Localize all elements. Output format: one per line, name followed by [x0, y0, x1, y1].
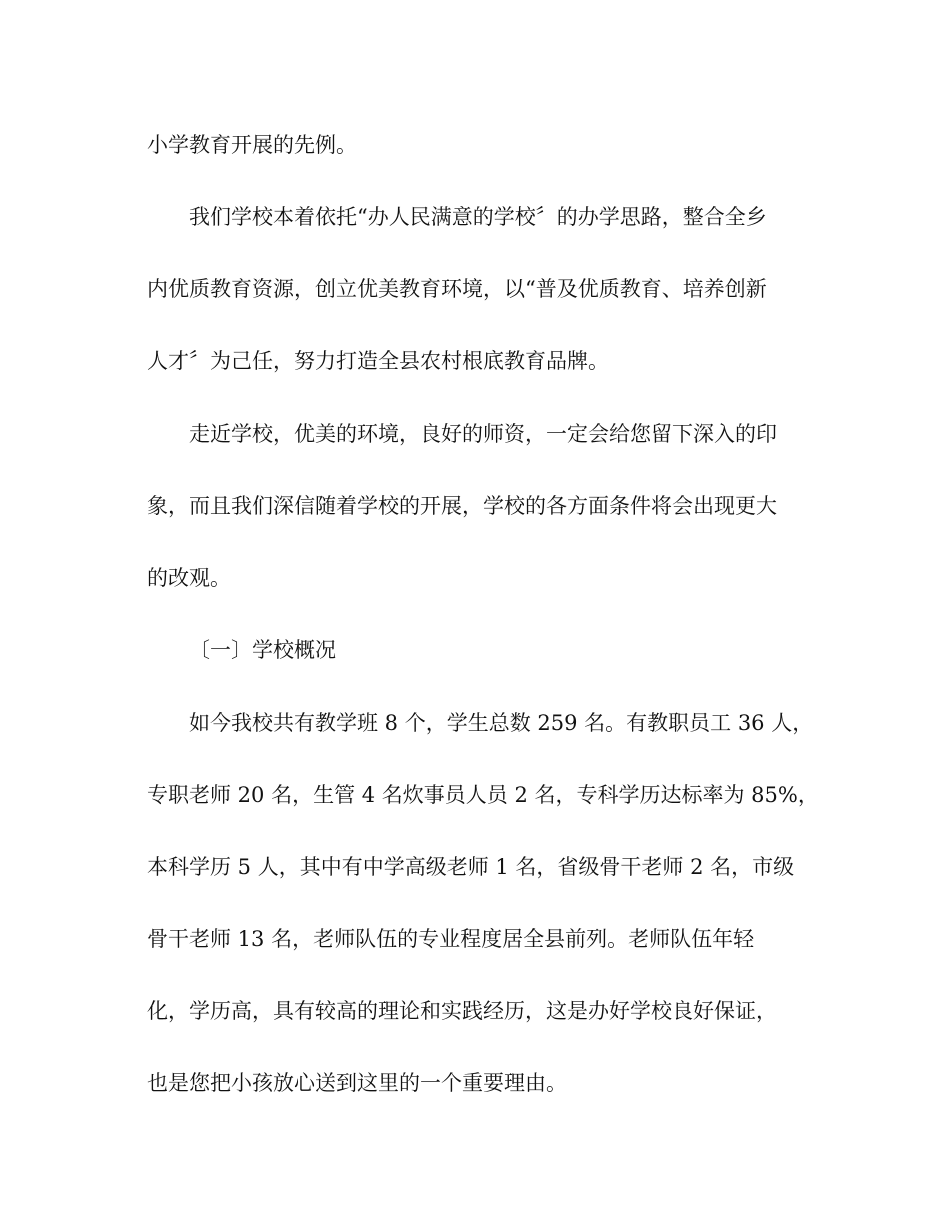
paragraph-line: 小学教育开展的先例。	[147, 133, 357, 157]
section-heading: 〔一〕学校概况	[189, 638, 336, 662]
paragraph-line: 象，而且我们深信随着学校的开展，学校的各方面条件将会出现更大	[147, 494, 777, 518]
paragraph-line: 内优质教育资源，创立优美教育环境，以“普及优质教育、培养创新	[147, 277, 767, 301]
paragraph-line: 走近学校，优美的环境，良好的师资，一定会给您留下深入的印	[189, 422, 777, 446]
paragraph-line: 我们学校本着依托“办人民满意的学校〞的办学思路，整合全乡	[189, 205, 767, 229]
paragraph-line: 也是您把小孩放心送到这里的一个重要理由。	[147, 1071, 567, 1095]
paragraph-line: 的改观。	[147, 566, 231, 590]
paragraph-line: 如今我校共有教学班 8 个，学生总数 259 名。有教职员工 36 人，	[189, 711, 814, 735]
paragraph-line: 化，学历高，具有较高的理论和实践经历，这是办好学校良好保证，	[147, 999, 777, 1023]
paragraph-line: 人才〞为己任，努力打造全县农村根底教育品牌。	[147, 349, 609, 373]
paragraph-line: 骨干老师 13 名，老师队伍的专业程度居全县前列。老师队伍年轻	[147, 927, 755, 951]
paragraph-line: 本科学历 5 人，其中有中学高级老师 1 名，省级骨干老师 2 名，市级	[147, 855, 795, 879]
paragraph-line: 专职老师 20 名，生管 4 名炊事员人员 2 名，专科学历达标率为 85%，	[147, 783, 819, 807]
